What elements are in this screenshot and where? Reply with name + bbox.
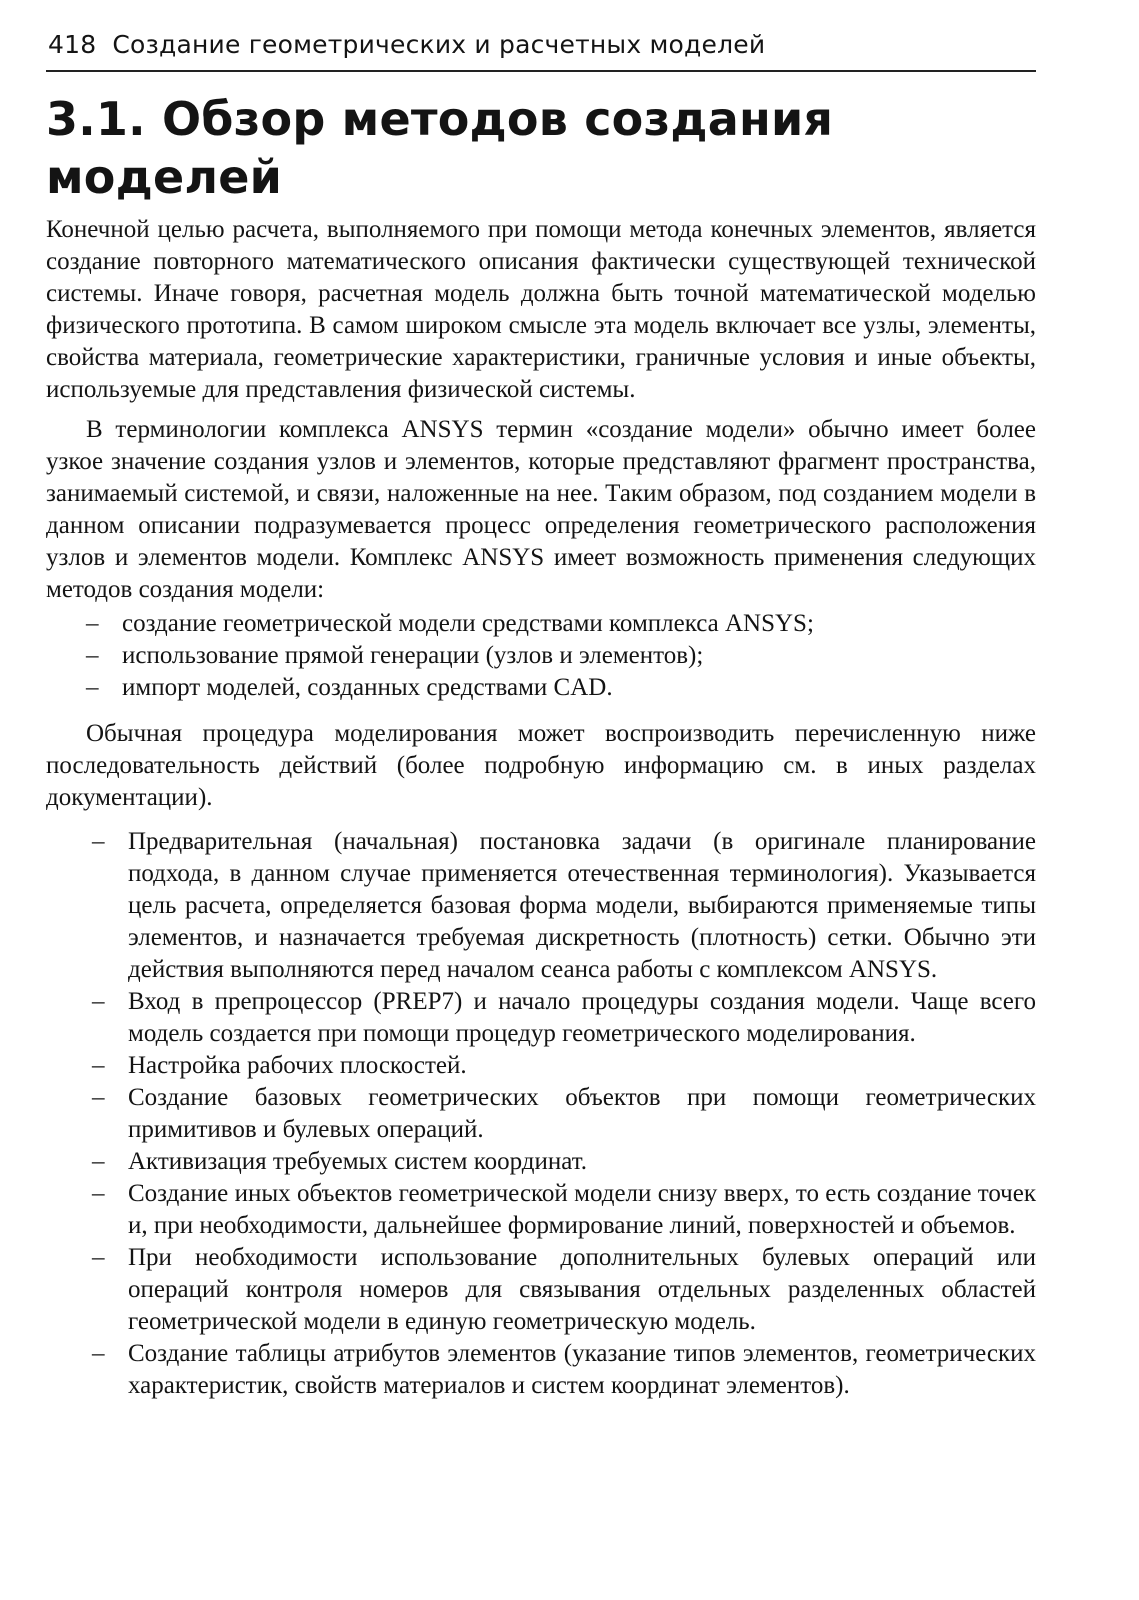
- list-item: [46, 1338, 1036, 1402]
- list-item-text: использование прямой генерации (узлов и элементов);: [122, 642, 704, 669]
- running-title: Создание геометрических и расчетных моделей: [112, 30, 766, 59]
- methods-list: [46, 608, 1036, 704]
- list-item-text: Активизация требуемых систем координат.: [128, 1148, 587, 1175]
- dash-marker: –: [92, 1052, 105, 1079]
- dash-marker: –: [92, 1244, 105, 1271]
- document-page: [46, 28, 1036, 1402]
- list-item-text: Создание базовых геометрических объектов при помощи геометрических примитивов и булевых операций.: [128, 1084, 1036, 1143]
- steps-list: [46, 826, 1036, 1402]
- section-title: 3.1. Обзор методов создания моделей: [46, 92, 834, 204]
- list-item: [46, 1050, 1036, 1082]
- dash-marker: –: [92, 1148, 105, 1175]
- paragraph-procedure: Обычная процедура моделирования может воспроизводить перечисленную ниже последовательность действий (более подробную информацию см. в иных разделах документации).: [46, 720, 1036, 811]
- list-item-text: Создание иных объектов геометрической модели снизу вверх, то есть создание точек и, при необходимости, дальнейшее формирование линий, поверхностей и объемов.: [128, 1180, 1036, 1239]
- dash-marker: –: [86, 642, 99, 669]
- body-text: [46, 214, 1036, 1402]
- page-number: 418: [48, 30, 97, 59]
- dash-marker: –: [92, 1340, 105, 1367]
- dash-marker: –: [92, 828, 105, 855]
- list-item: [46, 608, 1036, 640]
- list-item: [46, 826, 1036, 986]
- list-item: [46, 1146, 1036, 1178]
- list-item-text: Создание таблицы атрибутов элементов (указание типов элементов, геометрических характеристик, свойств материалов и систем координат элементов).: [128, 1340, 1036, 1399]
- list-item-text: импорт моделей, созданных средствами CAD.: [122, 674, 613, 701]
- dash-marker: –: [92, 1180, 105, 1207]
- list-item-text: создание геометрической модели средствами комплекса ANSYS;: [122, 610, 814, 637]
- list-item: [46, 1242, 1036, 1338]
- dash-marker: –: [92, 1084, 105, 1111]
- list-item-text: При необходимости использование дополнительных булевых операций или операций контроля номеров для связывания отдельных разделенных областей геометрической модели в единую геометрическую модель.: [128, 1244, 1036, 1335]
- dash-marker: –: [92, 988, 105, 1015]
- list-item: [46, 672, 1036, 704]
- dash-marker: –: [86, 610, 99, 637]
- list-item: [46, 640, 1036, 672]
- dash-marker: –: [86, 674, 99, 701]
- list-item: [46, 986, 1036, 1050]
- list-item-text: Предварительная (начальная) постановка задачи (в оригинале планирование подхода, в данном случае применяется отечественная терминология). Указывается цель расчета, определяется базовая форма модели, выбираются применяемые типы элементов, и назначается требуемая дискретность (плотность) сетки. Обычно эти действия выполняются перед началом сеанса работы с комплексом ANSYS.: [128, 828, 1036, 983]
- list-item: [46, 1178, 1036, 1242]
- paragraph-intro: Конечной целью расчета, выполняемого при помощи метода конечных элементов, является создание повторного математического описания фактически существующей технической системы. Иначе говоря, расчетная модель должна быть точной математической моделью физического прототипа. В самом широком смысле эта модель включает все узлы, элементы, свойства материала, геометрические характеристики, граничные условия и иные объекты, используемые для представления физической системы.: [46, 216, 1036, 403]
- header-rule: [46, 70, 1036, 72]
- running-header: [46, 28, 1036, 62]
- list-item-text: Настройка рабочих плоскостей.: [128, 1052, 467, 1079]
- list-item: [46, 1082, 1036, 1146]
- list-item-text: Вход в препроцессор (PREP7) и начало процедуры создания модели. Чаще всего модель создается при помощи процедур геометрического моделирования.: [128, 988, 1036, 1047]
- paragraph-terminology: В терминологии комплекса ANSYS термин «создание модели» обычно имеет более узкое значение создания узлов и элементов, которые представляют фрагмент пространства, занимаемый системой, и связи, наложенные на нее. Таким образом, под созданием модели в данном описании подразумевается процесс определения геометрического расположения узлов и элементов модели. Комплекс ANSYS имеет возможность применения следующих методов создания модели:: [46, 416, 1036, 603]
